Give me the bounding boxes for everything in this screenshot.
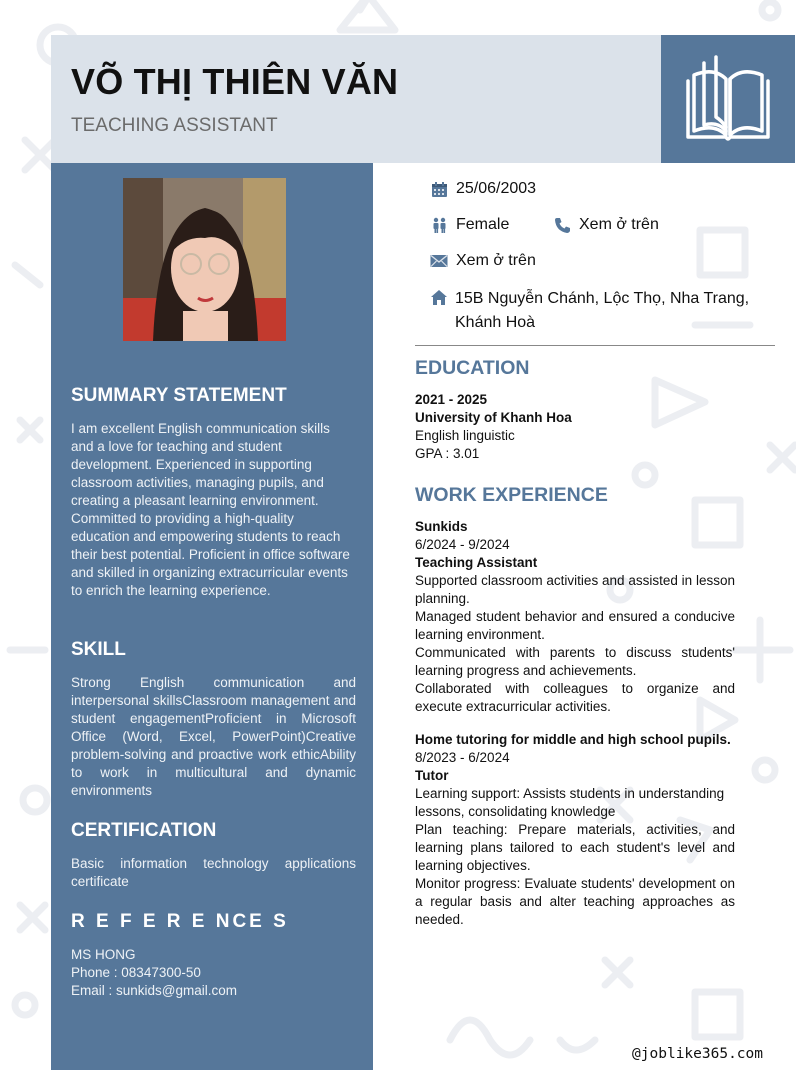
references-section <box>71 911 356 1000</box>
work-detail: Learning support: Assists students in understanding lessons, consolidating knowledge <box>415 786 725 819</box>
work-detail: Plan teaching: Prepare materials, activities, and learning plans tailored to each student's level and learning objectives. <box>415 822 735 873</box>
header-band <box>51 35 661 163</box>
dob-row <box>430 180 536 198</box>
dob-value: 25/06/2003 <box>456 180 537 197</box>
work-entry <box>415 518 735 716</box>
certification-title: CERTIFICATION <box>71 820 217 841</box>
people-icon <box>430 216 448 234</box>
job-title: TEACHING ASSISTANT <box>71 115 278 136</box>
email-row <box>430 252 536 270</box>
reference-email: Email : sunkids@gmail.com <box>71 983 238 998</box>
summary-section <box>71 385 356 600</box>
reference-phone: Phone : 08347300-50 <box>71 965 201 980</box>
summary-title: SUMMARY STATEMENT <box>71 385 287 406</box>
phone-icon <box>553 216 571 234</box>
education-major: English linguistic <box>415 428 515 443</box>
work-detail: Monitor progress: Evaluate students' development on a regular basis and alter teaching approaches as needed. <box>415 876 735 927</box>
references-title: R E F E R E NCE S <box>71 911 289 932</box>
calendar-icon <box>430 180 448 198</box>
education-title: EDUCATION <box>415 357 530 379</box>
work-period: 8/2023 - 6/2024 <box>415 750 510 765</box>
work-detail: Supported classroom activities and assisted in lesson planning. <box>415 573 735 606</box>
references-details <box>71 946 356 1000</box>
certification-text: Basic information technology applications certificate <box>71 856 356 889</box>
divider <box>415 345 775 346</box>
gender-value: Female <box>456 216 510 233</box>
phone-row <box>553 216 659 234</box>
phone-value: Xem ở trên <box>579 216 659 233</box>
summary-text: I am excellent English communication skills and a love for teaching and student development. Experienced in supporting classroom activities, managing pupils, and creating a pleasant learning environment. Committed to providing a high-quality education and empowering students to reach their best potential. Proficient in office software and skilled in organizing extracurricular events to enrich the learning experience. <box>71 421 350 598</box>
reference-name: MS HONG <box>71 947 136 962</box>
address-icon-row <box>430 288 456 306</box>
work-detail: Communicated with parents to discuss students' learning progress and achievements. <box>415 645 735 678</box>
education-years: 2021 - 2025 <box>415 392 488 407</box>
open-book-icon <box>680 51 776 147</box>
profile-photo <box>123 178 286 341</box>
watermark: @joblike365.com <box>632 1046 763 1062</box>
work-detail: Managed student behavior and ensured a conducive learning environment. <box>415 609 735 642</box>
work-role: Tutor <box>415 768 449 783</box>
candidate-name: VÕ THỊ THIÊN VĂN <box>71 61 399 102</box>
work-company: Home tutoring for middle and high school pupils. <box>415 732 731 747</box>
home-icon <box>430 288 448 306</box>
work-experience-title: WORK EXPERIENCE <box>415 484 608 506</box>
certification-section <box>71 820 356 891</box>
skill-section <box>71 639 356 800</box>
work-entry <box>415 731 735 929</box>
education-school: University of Khanh Hoa <box>415 410 572 425</box>
education-entry <box>415 391 735 463</box>
education-gpa: GPA : 3.01 <box>415 446 480 461</box>
skill-title: SKILL <box>71 639 126 660</box>
address-value: 15B Nguyễn Chánh, Lộc Thọ, Nha Trang, Khánh Hoà <box>455 290 750 331</box>
gender-row <box>430 216 509 234</box>
work-period: 6/2024 - 9/2024 <box>415 537 510 552</box>
skill-text: Strong English communication and interpersonal skillsClassroom management and student engagementProficient in Microsoft Office (Word, Excel, PowerPoint)Creative problem-solving and proactive work ethicAbility to work in multicultural and dynamic environments <box>71 675 356 798</box>
sidebar <box>51 163 373 1070</box>
work-company: Sunkids <box>415 519 468 534</box>
work-role: Teaching Assistant <box>415 555 538 570</box>
book-badge <box>661 35 795 163</box>
email-value: Xem ở trên <box>456 252 536 269</box>
envelope-icon <box>430 252 448 270</box>
work-detail: Collaborated with colleagues to organize and execute extracurricular activities. <box>415 681 735 714</box>
